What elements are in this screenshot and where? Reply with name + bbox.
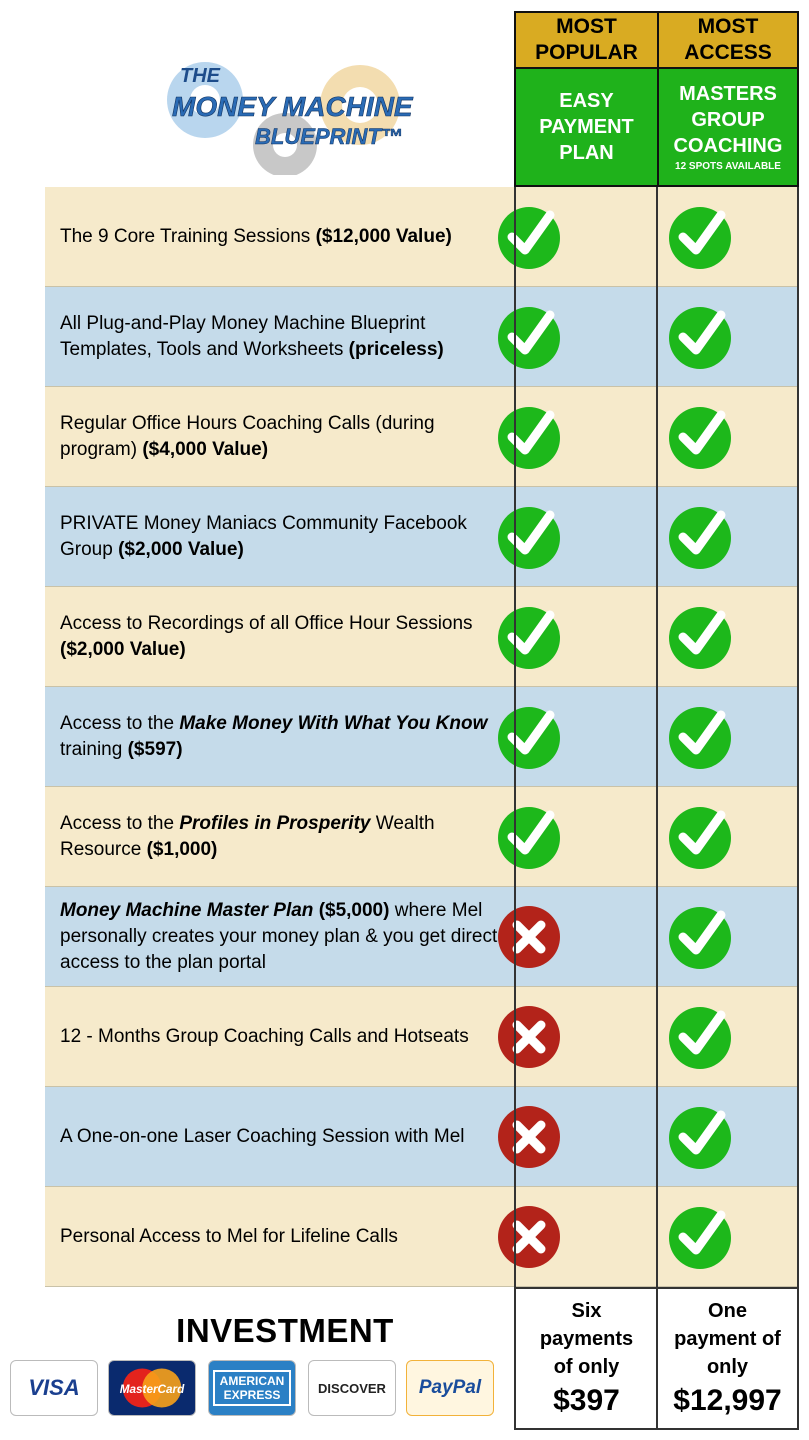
plan-name: EASY PAYMENT PLAN [539, 90, 634, 164]
feature-bold: ($2,000 Value) [60, 638, 186, 660]
checkmark-icon [665, 701, 735, 776]
badge-text: MOST POPULAR [535, 15, 638, 64]
price-box-masters [656, 1287, 799, 1430]
feature-row [45, 387, 797, 487]
feature-row [45, 187, 797, 287]
feature-text [55, 187, 516, 286]
feature-row [45, 1187, 797, 1287]
feature-italic: Make Money With What You Know [179, 712, 488, 734]
feature-text [55, 787, 516, 886]
cross-icon [494, 901, 564, 976]
card-label: VISA [28, 1375, 80, 1400]
card-label: AMERICAN EXPRESS [213, 1370, 291, 1406]
feature-post: where Mel personally creates your money plan & you get direct access to the plan portal [60, 899, 498, 973]
feature-text [55, 887, 516, 986]
feature-text: PRIVATE Money Maniacs Community Facebook Group [60, 512, 467, 560]
cross-icon [494, 1001, 564, 1076]
feature-text [55, 1087, 516, 1186]
card-label: MasterCard [119, 1382, 185, 1396]
feature-italic: Money Machine Master Plan [60, 899, 314, 921]
price-text: One payment of only [674, 1300, 781, 1378]
plan-header-easy [514, 67, 659, 187]
feature-bold: ($2,000 Value) [118, 538, 244, 560]
discover-card-icon [308, 1360, 396, 1416]
feature-row [45, 887, 797, 987]
feature-pre: Access to the [60, 812, 175, 834]
feature-row [45, 487, 797, 587]
checkmark-icon [665, 201, 735, 276]
logo-line2: MONEY MACHINE [172, 91, 413, 122]
cross-icon [494, 1201, 564, 1276]
feature-bold: ($4,000 Value) [142, 438, 269, 460]
checkmark-icon [665, 401, 735, 476]
feature-text [55, 287, 516, 386]
logo-line1: THE [180, 65, 220, 87]
feature-row [45, 287, 797, 387]
feature-text [55, 687, 516, 786]
feature-bold: ($597) [127, 738, 183, 760]
feature-row [45, 587, 797, 687]
feature-bold: (priceless) [348, 338, 444, 360]
feature-bold: ($1,000) [146, 838, 218, 860]
column-divider [514, 187, 516, 1287]
feature-text: All Plug-and-Play Money Machine Blueprint Templates, Tools and Worksheets [60, 312, 426, 360]
checkmark-icon [494, 301, 564, 376]
feature-text [55, 387, 516, 486]
checkmark-icon [665, 1201, 735, 1276]
feature-text: Access to Recordings of all Office Hour Sessions [60, 612, 473, 634]
plan-name: MASTERS GROUP COACHING [673, 83, 783, 157]
checkmark-icon [494, 601, 564, 676]
feature-text [55, 1187, 516, 1286]
column-divider [797, 187, 799, 1287]
feature-text: A One-on-one Laser Coaching Session with Mel [60, 1125, 465, 1147]
feature-post: training [60, 738, 123, 760]
logo-line3: BLUEPRINT™ [255, 124, 403, 149]
badge-most-popular [514, 11, 659, 69]
checkmark-icon [665, 301, 735, 376]
feature-pre: Access to the [60, 712, 175, 734]
feature-text [55, 587, 516, 686]
feature-italic: Profiles in Prosperity [179, 812, 371, 834]
checkmark-icon [494, 401, 564, 476]
feature-bold: ($5,000) [318, 899, 390, 921]
visa-card-icon [10, 1360, 98, 1416]
feature-row [45, 1087, 797, 1187]
feature-text [55, 987, 516, 1086]
spots-available: 12 SPOTS AVAILABLE [675, 161, 781, 172]
checkmark-icon [665, 1001, 735, 1076]
feature-post: Wealth Resource [60, 812, 435, 860]
checkmark-icon [494, 501, 564, 576]
price-text: Six payments of only [539, 1300, 634, 1378]
feature-text: Regular Office Hours Coaching Calls (during program) [60, 412, 435, 460]
checkmark-icon [494, 701, 564, 776]
checkmark-icon [665, 1101, 735, 1176]
feature-text: 12 - Months Group Coaching Calls and Hotseats [60, 1025, 469, 1047]
checkmark-icon [665, 601, 735, 676]
card-label: PayPal [418, 1377, 482, 1398]
price-box-easy [514, 1287, 659, 1430]
checkmark-icon [494, 801, 564, 876]
checkmark-icon [494, 201, 564, 276]
feature-row [45, 987, 797, 1087]
checkmark-icon [665, 901, 735, 976]
mastercard-icon [108, 1360, 196, 1416]
badge-most-access [657, 11, 799, 69]
cross-icon [494, 1101, 564, 1176]
checkmark-icon [665, 501, 735, 576]
feature-bold: ($12,000 Value) [315, 225, 452, 247]
column-divider [656, 187, 658, 1287]
checkmark-icon [665, 801, 735, 876]
feature-text: The 9 Core Training Sessions [60, 225, 311, 247]
feature-text: Personal Access to Mel for Lifeline Calls [60, 1225, 398, 1247]
investment-label: INVESTMENT [176, 1312, 394, 1349]
paypal-card-icon [406, 1360, 494, 1416]
price-amount: $12,997 [673, 1384, 782, 1417]
feature-text [55, 487, 516, 586]
price-amount: $397 [553, 1384, 620, 1417]
badge-text: MOST ACCESS [684, 15, 772, 64]
feature-row [45, 687, 797, 787]
money-machine-logo [150, 50, 420, 175]
amex-card-icon [208, 1360, 296, 1416]
card-label: DISCOVER [318, 1380, 386, 1396]
feature-row [45, 787, 797, 887]
plan-header-masters [657, 67, 799, 187]
